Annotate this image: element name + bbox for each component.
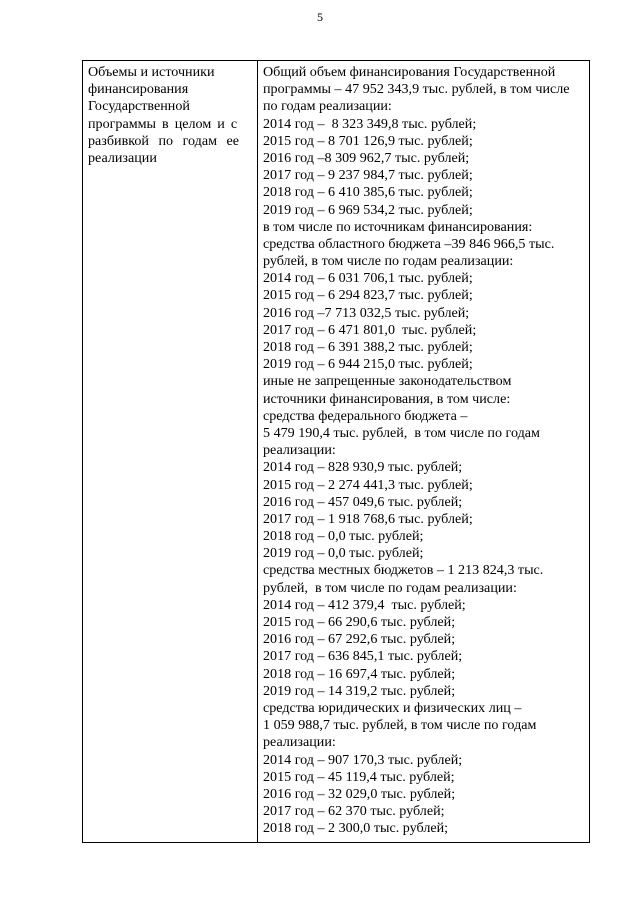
right-cell-line: программы – 47 952 343,9 тыс. рублей, в том числе [263,81,570,98]
right-cell-line: 2016 год – 457 049,6 тыс. рублей; [263,493,463,510]
right-cell-line: средства областного бюджета –39 846 966,5 тыс. [263,235,555,252]
right-cell-line: 2015 год – 6 294 823,7 тыс. рублей; [263,287,473,304]
right-cell-line: 2018 год – 16 697,4 тыс. рублей; [263,665,456,682]
right-cell-line: 2018 год – 0,0 тыс. рублей; [263,528,424,545]
right-cell-line: в том числе по источникам финансирования: [263,218,533,235]
right-cell-line: 5 479 190,4 тыс. рублей, в том числе по годам [263,424,540,441]
right-cell-line: 2017 год – 62 370 тыс. рублей; [263,803,445,820]
right-cell-line: 2016 год –7 713 032,5 тыс. рублей; [263,304,470,321]
right-cell-line: 2014 год – 412 379,4 тыс. рублей; [263,596,466,613]
right-cell-line: 2015 год – 2 274 441,3 тыс. рублей; [263,476,473,493]
left-cell-line: разбивкой по годам ее [88,132,240,149]
right-cell-line: 2014 год – 828 930,9 тыс. рублей; [263,459,463,476]
left-cell-line: реализации [88,149,157,166]
left-cell-line: финансирования [88,81,189,98]
page-number: 5 [317,10,323,24]
right-cell-line: 2017 год – 1 918 768,6 тыс. рублей; [263,510,473,527]
right-cell-line: 2019 год – 14 319,2 тыс. рублей; [263,682,456,699]
right-cell-line: источники финансирования, в том числе: [263,390,511,407]
right-cell-line: 1 059 988,7 тыс. рублей, в том числе по годам [263,717,537,734]
left-cell [83,61,258,842]
right-cell-line: 2014 год – 907 170,3 тыс. рублей; [263,751,463,768]
right-cell [258,61,589,842]
right-cell-line: 2019 год – 0,0 тыс. рублей; [263,545,424,562]
right-cell-line: 2017 год – 9 237 984,7 тыс. рублей; [263,167,473,184]
right-cell-line: 2019 год – 6 944 215,0 тыс. рублей; [263,356,473,373]
right-cell-line: рублей, в том числе по годам реализации: [263,253,514,270]
right-cell-line: 2014 год – 6 031 706,1 тыс. рублей; [263,270,473,287]
right-cell-line: 2019 год – 6 969 534,2 тыс. рублей; [263,201,473,218]
right-cell-line: рублей, в том числе по годам реализации: [263,579,517,596]
right-cell-line: 2018 год – 2 300,0 тыс. рублей; [263,820,449,837]
right-cell-line: реализации: [263,734,336,751]
right-cell-line: средства федерального бюджета – [263,407,468,424]
right-cell-line: 2017 год – 636 845,1 тыс. рублей; [263,648,463,665]
right-cell-line: 2015 год – 8 701 126,9 тыс. рублей; [263,132,473,149]
right-cell-line: 2015 год – 66 290,6 тыс. рублей; [263,614,456,630]
right-cell-line: Общий объем финансирования Государственной [263,64,556,80]
right-cell-line: 2014 год – 8 323 349,8 тыс. рублей; [263,115,477,132]
left-cell-line: программы в целом и с [88,115,238,132]
program-table [82,60,590,843]
right-cell-line: средства юридических и физических лиц – [263,699,522,716]
right-cell-line: 2018 год – 6 410 385,6 тыс. рублей; [263,184,473,201]
right-cell-line: 2015 год – 45 119,4 тыс. рублей; [263,768,455,785]
left-cell-line: Государственной [88,98,190,115]
right-cell-line: 2017 год – 6 471 801,0 тыс. рублей; [263,321,477,338]
right-cell-line: 2018 год – 6 391 388,2 тыс. рублей; [263,339,473,355]
right-cell-line: по годам реализации: [263,98,392,115]
right-cell-line: средства местных бюджетов – 1 213 824,3 тыс. [263,562,544,579]
right-cell-line: реализации: [263,442,336,459]
right-cell-line: 2016 год –8 309 962,7 тыс. рублей; [263,149,470,166]
left-cell-line: Объемы и источники [88,64,215,80]
right-cell-line: 2016 год – 67 292,6 тыс. рублей; [263,631,456,648]
right-cell-line: иные не запрещенные законодательством [263,373,512,390]
right-cell-line: 2016 год – 32 029,0 тыс. рублей; [263,785,456,802]
